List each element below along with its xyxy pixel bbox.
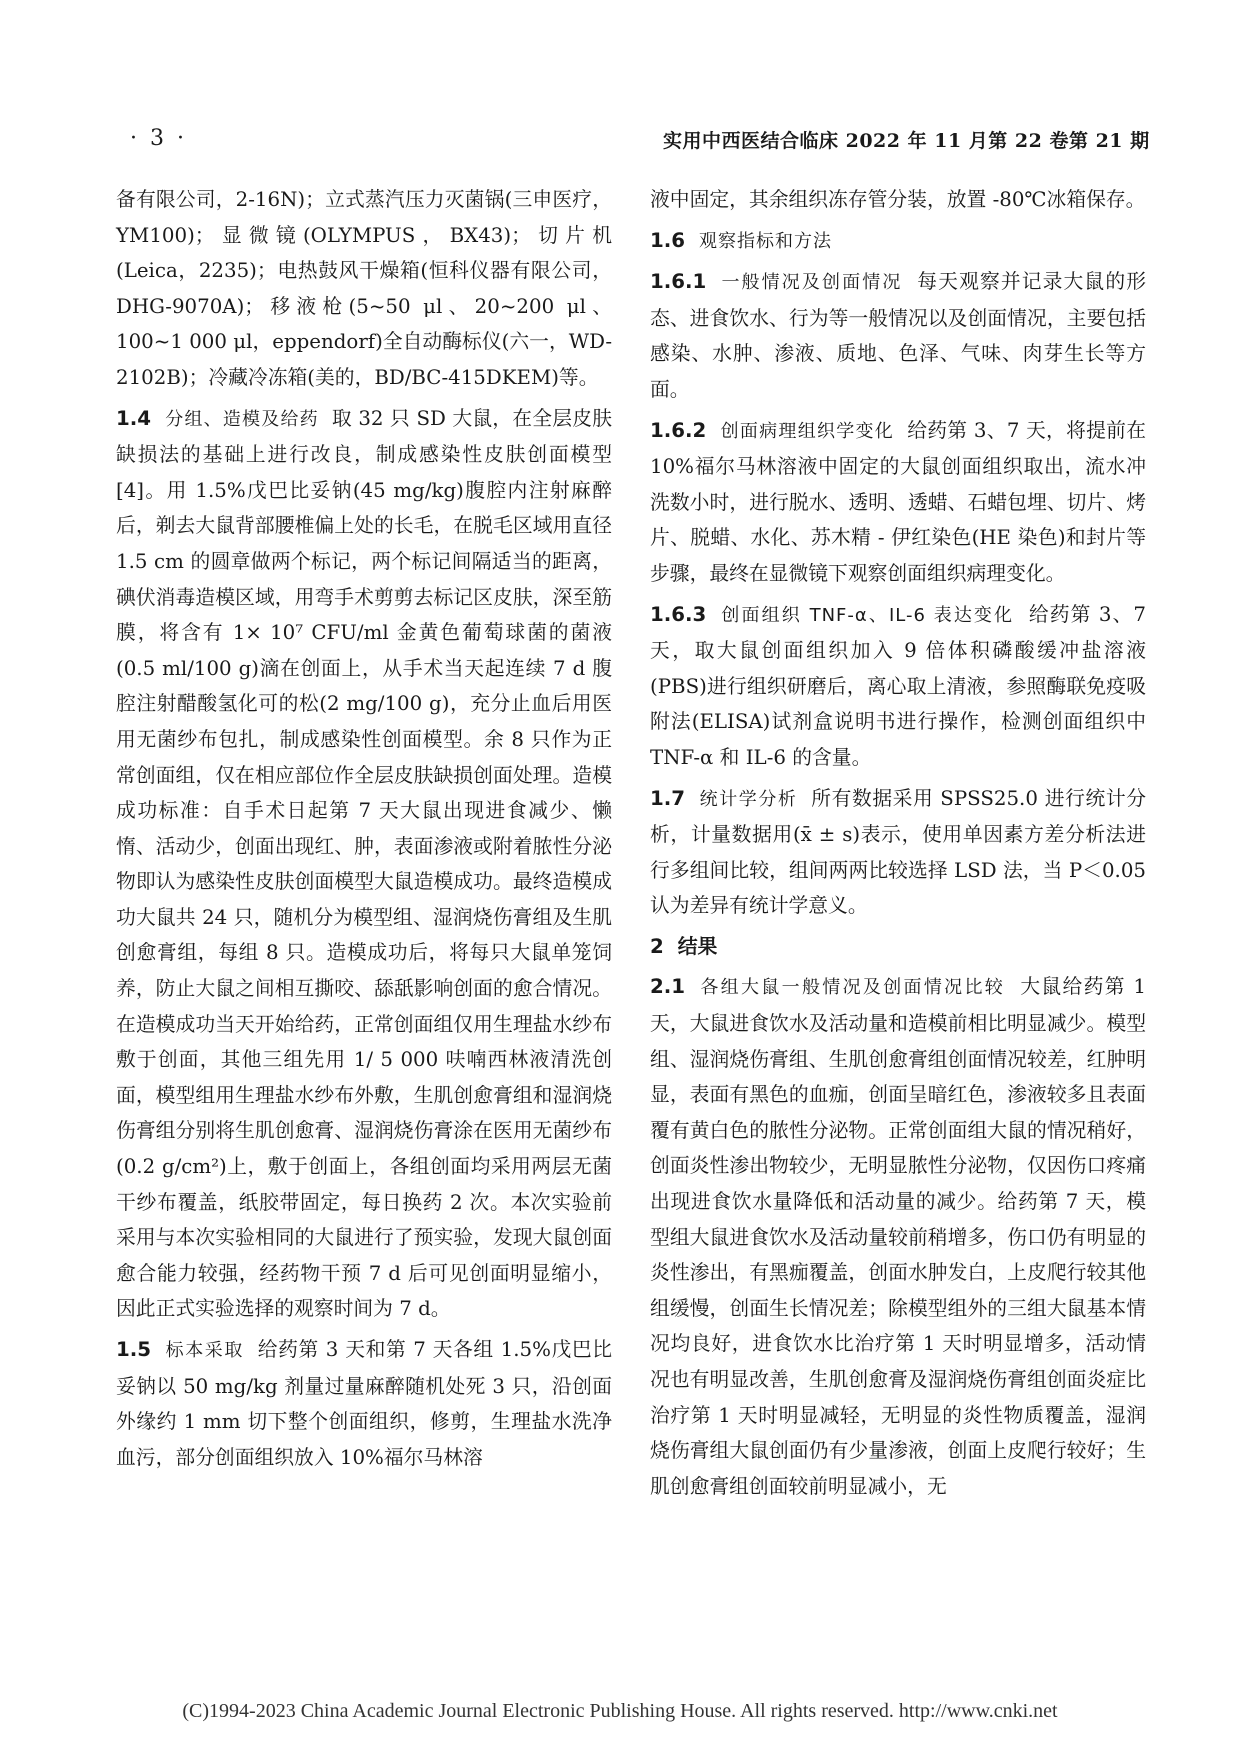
section-text: 给药第 3 天和第 7 天各组 1.5%戊巴比妥钠以 50 mg/kg 剂量过量麻醉随机处死 3 只，沿创面外缘约 1 mm 切下整个创面组织，修剪，生理盐水洗净血污，部分创面组织放入 10%福尔马林溶 — [116, 1338, 613, 1469]
paragraph-continued: 液中固定，其余组织冻存管分装，放置 -80℃冰箱保存。 — [650, 188, 1146, 211]
section-title: 创面组织 TNF-α、IL-6 表达变化 — [720, 604, 1015, 626]
section-number: 2 — [650, 934, 664, 958]
section-text: 大鼠给药第 1 天，大鼠进食饮水及活动量和造模前相比明显减少。模型组、湿润烧伤膏组、生肌创愈膏组创面情况较差，红肿明显，表面有黑色的血痂，创面呈暗红色，渗液较多且表面覆有黄白色的脓性分泌物。正常创面组大鼠的情况稍好，创面炎性渗出物较少，无明显脓性分泌物，仅因伤口疼痛出现进食饮水量降低和活动量的减少。给药第 7 天，模型组大鼠进食饮水及活动量较前稍增多，伤口仍有明显的炎性渗出，有黑痂覆盖，创面水肿发白，上皮爬行较其他组缓慢，创面生长情况差；除模型组外的三组大鼠基本情况均良好，进食饮水比治疗第 1 天时明显增多，活动情况也有明显改善，生肌创愈膏及湿润烧伤膏组创面炎症比治疗第 1 天时明显减轻，无明显的炎性物质覆盖，湿润烧伤膏组大鼠创面仍有少量渗液，创面上皮爬行较好；生肌创愈膏组创面较前明显减小，无 — [650, 975, 1147, 1498]
section-title: 结果 — [677, 934, 718, 958]
section-number: 1.4 — [116, 406, 152, 430]
section-number: 1.6 — [650, 228, 686, 252]
section-text: 每天观察并记录大鼠的形态、进食饮水、行为等一般情况以及创面情况，主要包括感染、水肿、渗液、质地、色泽、气味、肉芽生长等方面。 — [650, 270, 1147, 401]
section-title: 创面病理组织学变化 — [720, 420, 895, 442]
journal-header: 实用中西医结合临床 2022 年 11 月第 22 卷第 21 期 — [663, 130, 1150, 152]
page-number: · 3 · — [130, 126, 187, 151]
section-1-6 — [650, 223, 1146, 260]
section-number: 2.1 — [650, 975, 686, 999]
section-title: 一般情况及创面情况 — [720, 272, 903, 294]
section-text: 所有数据采用 SPSS25.0 进行统计分析，计量数据用(x̄ ± s)表示，使用单因素方差分析法进行多组间比较，组间两两比较选择 LSD 法，当 P＜0.05 认为差异有统计学意义。 — [650, 786, 1146, 918]
section-1-6-3 — [650, 597, 1146, 776]
right-column — [650, 182, 1146, 1504]
section-number: 1.6.3 — [650, 602, 707, 626]
section-number: 1.6.2 — [650, 418, 707, 442]
section-1-4 — [116, 401, 612, 1327]
section-number: 1.5 — [116, 1338, 152, 1361]
section-2 — [650, 929, 1146, 965]
section-title: 统计学分析 — [699, 788, 798, 810]
left-column — [116, 182, 612, 1475]
copyright-footer: (C)1994-2023 China Academic Journal Electronic Publishing House. All rights reserved. http://www.cnki.net — [182, 1700, 1058, 1722]
section-1-6-1 — [650, 264, 1146, 407]
section-title: 分组、造模及给药 — [165, 408, 319, 430]
section-1-7 — [650, 781, 1146, 924]
section-1-5 — [116, 1332, 612, 1475]
section-title: 观察指标和方法 — [699, 230, 833, 252]
section-title: 标本采取 — [165, 1340, 244, 1361]
section-text: 取 32 只 SD 大鼠，在全层皮肤缺损法的基础上进行改良，制成感染性皮肤创面模型[4]。用 1.5%戊巴比妥钠(45 mg/kg)腹腔内注射麻醉后，剃去大鼠背部腰椎偏上处的长毛，在脱毛区域用直径 1.5 cm 的圆章做两个标记，两个标记间隔适当的距离，碘伏消毒造模区域，用弯手术剪剪去标记区皮肤，深至筋膜，将含有 1× 10⁷ CFU/ml 金黄色葡萄球菌的菌液(0.5 ml/100 g)滴在创面上，从手术当天起连续 7 d 腹腔注射醋酸氢化可的松(2 mg/100 g)，充分止血后用医用无菌纱布包扎，制成感染性创面模型。余 8 只作为正常创面组，仅在相应部位作全层皮肤缺损创面处理。造模成功标准：自手术日起第 7 天大鼠出现进食减少、懒惰、活动少，创面出现红、肿，表面渗液或附着脓性分泌物即认为感染性皮肤创面模型大鼠造模成功。最终造模成功大鼠共 24 只，随机分为模型组、湿润烧伤膏组及生肌创愈膏组，每组 8 只。造模成功后，将每只大鼠单笼饲养，防止大鼠之间相互撕咬、舔舐影响创面的愈合情况。在造模成功当天开始给药，正常创面组仅用生理盐水纱布敷于创面，其他三组先用 1/ 5 000 呋喃西林液清洗创面，模型组用生理盐水纱布外敷，生肌创愈膏组和湿润烧伤膏组分别将生肌创愈膏、湿润烧伤膏涂在医用无菌纱布(0.2 g/cm²)上，敷于创面上，各组创面均采用两层无菌干纱布覆盖，纸胶带固定，每日换药 2 次。本次实验前采用与本次实验相同的大鼠进行了预实验，发现大鼠创面愈合能力较强，经药物干预 7 d 后可见创面明显缩小，因此正式实验选择的观察时间为 7 d。 — [116, 406, 612, 1321]
section-title: 各组大鼠一般情况及创面情况比较 — [699, 977, 1006, 999]
section-text: 给药第 3、7 天，取大鼠创面组织加入 9 倍体积磷酸缓冲盐溶液(PBS)进行组织研磨后，离心取上清液，参照酶联免疫吸附法(ELISA)试剂盒说明书进行操作，检测创面组织中 TNF-α 和 IL-6 的含量。 — [650, 602, 1146, 769]
paragraph-equipment: 备有限公司，2-16N)；立式蒸汽压力灭菌锅(三申医疗，YM100)；显微镜(OLYMPUS，BX43)；切片机(Leica，2235)；电热鼓风干燥箱(恒科仪器有限公司，DHG-9070A)；移液枪(5~50 μl、20~200 μl、100~1 000 μl，eppendorf)全自动酶标仪(六一，WD-2102B)；冷藏冷冻箱(美的，BD/BC-415DKEM)等。 — [116, 188, 612, 389]
section-text: 给药第 3、7 天，将提前在 10%福尔马林溶液中固定的大鼠创面组织取出，流水冲洗数小时，进行脱水、透明、透蜡、石蜡包埋、切片、烤片、脱蜡、水化、苏木精 - 伊红染色(HE 染色)和封片等步骤，最终在显微镜下观察创面组织病理变化。 — [650, 418, 1147, 585]
section-number: 1.6.1 — [650, 270, 707, 294]
section-2-1 — [650, 969, 1146, 1504]
section-1-6-2 — [650, 413, 1146, 592]
section-number: 1.7 — [650, 786, 686, 810]
